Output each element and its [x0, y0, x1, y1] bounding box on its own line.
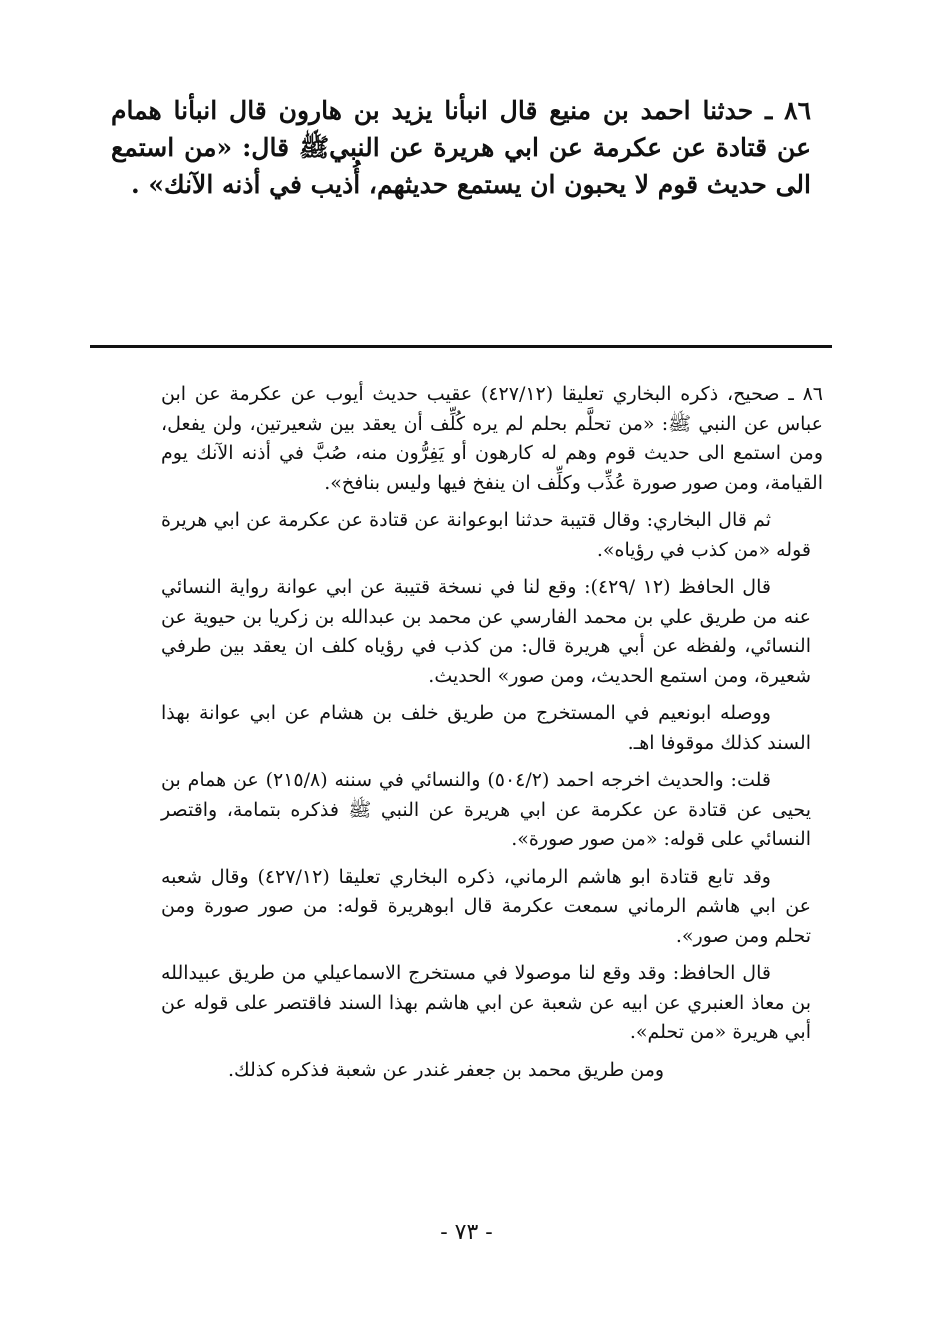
footnote-paragraph: وقد تابع قتادة ابو هاشم الرماني، ذكره البخاري تعليقا (٤٢٧/١٢) وقال شعبه عن ابي هاشم الرماني سمعت عكرمة قال ابوهريرة قوله: من صور صورة ومن تحلم ومن صور». — [161, 865, 811, 947]
footnote-paragraph: قلت: والحديث اخرجه احمد (٥٠٤/٢) والنسائي في سننه (٢١٥/٨) عن همام بن يحيى عن قتادة عن عكرمة عن ابي هريرة عن النبي ﷺ فذكره بتمامة، واقتصر النسائي على قوله: «من صور صورة». — [161, 769, 811, 850]
page-number: - ٧٣ - — [440, 1220, 493, 1245]
hadith-text: ٨٦ ـ حدثنا احمد بن منيع قال انبأنا يزيد بن هارون قال انبأنا همام عن قتادة عن عكرمة عن ابي هريرة عن النبيﷺ قال: «من استمع الى حديث قوم لا يحبون ان يستمع حديثهم، أُذيب في أذنه الآنك» . — [111, 96, 811, 199]
footnote-paragraph: قال الحافظ (١٢ /٤٢٩): وقع لنا في نسخة قتيبة عن ابي عوانة رواية النسائي عنه من طريق علي بن محمد الفارسي عن محمد بن عبدالله بن زكريا بن حيوية عن النسائي، ولفظه عن أبي هريرة قال: من كذب في رؤياه كلف ان يعقد بين طرفي شعيرة، ومن استمع الحديث، ومن صور» الحديث. — [161, 576, 811, 687]
footnote-paragraph: ٨٦ ـ صحيح، ذكره البخاري تعليقا (٤٢٧/١٢) عقيب حديث أيوب عن عكرمة عن ابن عباس عن النبي ﷺ: «من تحلَّم بحلم لم يره كُلِّف أن يعقد بين شعيرتين، ولن يفعل، ومن استمع الى حديث قوم وهم له كارهون أو يَفِرُّون منه، صُبَّ في أذنه الآنك يوم القيامة، ومن صور صورة عُذِّب وكلِّف ان ينفخ فيها وليس بنافخ». — [161, 383, 823, 494]
footnote-paragraph: ووصله ابونعيم في المستخرج من طريق خلف بن هشام عن ابي عوانة بهذا السند كذلك موقوفا اهـ. — [161, 702, 811, 754]
footnote-paragraph: ومن طريق محمد بن جعفر غندر عن شعبة فذكره كذلك. — [227, 1058, 665, 1081]
footnote-paragraph: قال الحافظ: وقد وقع لنا موصولا في مستخرج الاسماعيلي من طريق عبيدالله بن معاذ العنبري عن ابيه عن شعبة عن ابي هاشم بهذا السند فاقتصر على قوله عن أبي هريرة «من تحلم». — [161, 962, 811, 1043]
footnote-divider — [90, 345, 832, 348]
footnote-paragraph: ثم قال البخاري: وقال قتيبة حدثنا ابوعوانة عن قتادة عن عكرمة عن ابي هريرة قوله «من كذب في رؤياه». — [161, 509, 811, 561]
footnotes — [161, 380, 823, 1093]
